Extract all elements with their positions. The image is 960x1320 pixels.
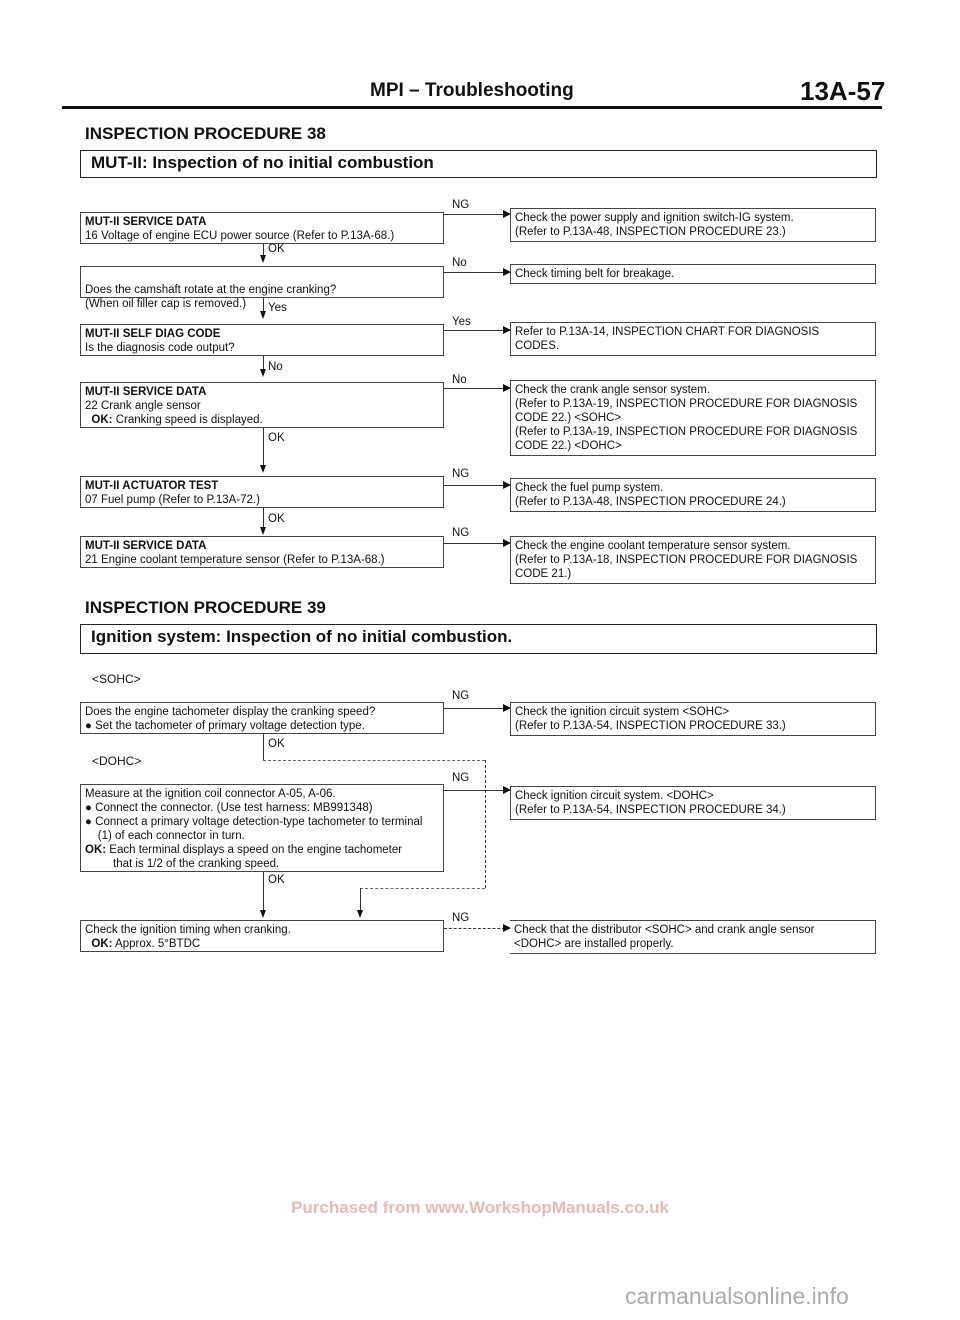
result-line: (Refer to P.13A-19, INSPECTION PROCEDURE FOR DIAGNOSIS xyxy=(515,426,858,438)
branch-label: OK xyxy=(268,738,285,750)
arrow-down-icon xyxy=(260,369,266,377)
check-step-box xyxy=(80,476,444,508)
result-box xyxy=(510,920,876,954)
result-box xyxy=(510,208,876,242)
step-heading: MUT-II SERVICE DATA xyxy=(85,216,207,228)
flow-line xyxy=(263,760,485,761)
step-line: Check the ignition timing when cranking. xyxy=(85,924,291,936)
sohc-tag: <SOHC> xyxy=(92,672,141,686)
branch-label: NG xyxy=(452,199,470,211)
branch-label: NG xyxy=(452,690,470,702)
check-step-box xyxy=(80,784,444,872)
ok-text: that is 1/2 of the cranking speed. xyxy=(113,858,280,870)
flow-line xyxy=(263,872,264,912)
arrow-right-icon xyxy=(444,543,510,544)
procedure-39-subtitle-box xyxy=(80,624,877,654)
step-text: 07 Fuel pump (Refer to P.13A-72.) xyxy=(85,494,260,506)
branch-label: No xyxy=(452,257,467,269)
branch-label: NG xyxy=(452,912,470,924)
procedure-38-subtitle-box xyxy=(80,150,877,178)
step-line: (1) of each connector in turn. xyxy=(85,830,245,842)
arrow-right-icon xyxy=(444,485,510,486)
arrow-right-icon xyxy=(444,214,510,215)
arrow-right-icon xyxy=(444,708,510,709)
ok-label: OK: xyxy=(85,844,107,856)
ok-text: Cranking speed is displayed. xyxy=(115,414,263,426)
arrow-down-icon xyxy=(260,527,266,535)
arrow-down-icon xyxy=(260,465,266,473)
step-heading: MUT-II SERVICE DATA xyxy=(85,540,207,552)
step-line: ● Set the tachometer of primary voltage detection type. xyxy=(85,720,365,732)
result-box xyxy=(510,264,876,284)
arrow-right-icon xyxy=(444,388,510,389)
branch-label: Yes xyxy=(452,316,471,328)
arrow-right-icon xyxy=(444,330,510,331)
procedure-38-subtitle: MUT-II: Inspection of no initial combustion xyxy=(91,153,434,172)
step-text: 16 Voltage of engine ECU power source (Refer to P.13A-68.) xyxy=(85,230,395,242)
check-step-box xyxy=(80,702,444,734)
step-heading: MUT-II SERVICE DATA xyxy=(85,386,207,398)
step-line: ● Connect a primary voltage detection-type tachometer to terminal xyxy=(85,816,423,828)
procedure-39-title: INSPECTION PROCEDURE 39 xyxy=(85,598,326,617)
flow-line xyxy=(263,356,264,370)
check-step-box xyxy=(80,536,444,568)
step-line: ● Connect the connector. (Use test harness: MB991348) xyxy=(85,802,373,814)
step-line: Does the engine tachometer display the cranking speed? xyxy=(85,706,376,718)
step-heading: MUT-II ACTUATOR TEST xyxy=(85,480,219,492)
ok-text: Each terminal displays a speed on the engine tachometer xyxy=(109,844,403,856)
step-text: 21 Engine coolant temperature sensor (Refer to P.13A-68.) xyxy=(85,554,385,566)
ok-label: OK: xyxy=(91,938,113,950)
arrow-right-icon xyxy=(444,790,510,791)
procedure-38-title: INSPECTION PROCEDURE 38 xyxy=(85,124,326,143)
arrow-down-icon xyxy=(260,255,266,263)
flow-line xyxy=(263,734,264,760)
footer-purchase-notice: Purchased from www.WorkshopManuals.co.uk xyxy=(291,1198,669,1217)
check-step-box xyxy=(80,212,444,244)
result-line: (Refer to P.13A-54, INSPECTION PROCEDURE 34.) xyxy=(515,804,786,816)
flow-line xyxy=(263,428,264,466)
result-line: Check timing belt for breakage. xyxy=(515,268,675,280)
branch-label: Yes xyxy=(268,302,287,314)
result-box xyxy=(510,536,876,584)
procedure-39-subtitle: Ignition system: Inspection of no initial combustion. xyxy=(91,627,513,646)
arrow-down-icon xyxy=(357,910,363,918)
result-line: (Refer to P.13A-48, INSPECTION PROCEDURE 23.) xyxy=(515,226,786,238)
result-box xyxy=(510,702,876,736)
step-line: Measure at the ignition coil connector A-05, A-06. xyxy=(85,788,336,800)
ok-text: Approx. 5°BTDC xyxy=(115,938,201,950)
step-text: Is the diagnosis code output? xyxy=(85,342,235,354)
check-step-box xyxy=(80,324,444,356)
arrow-right-icon xyxy=(444,272,510,273)
result-line: CODE 22.) <DOHC> xyxy=(515,440,622,452)
branch-label: NG xyxy=(452,468,470,480)
branch-label: NG xyxy=(452,527,470,539)
result-line: Check the fuel pump system. xyxy=(515,482,664,494)
dohc-tag: <DOHC> xyxy=(92,754,142,768)
branch-label: OK xyxy=(268,874,285,886)
result-line: (Refer to P.13A-54, INSPECTION PROCEDURE 33.) xyxy=(515,720,786,732)
flow-line xyxy=(360,888,361,912)
result-box xyxy=(510,786,876,820)
page-header-title: MPI – Troubleshooting xyxy=(370,80,574,101)
branch-label: OK xyxy=(268,513,285,525)
result-line: (Refer to P.13A-48, INSPECTION PROCEDURE 24.) xyxy=(515,496,786,508)
branch-label: No xyxy=(268,361,283,373)
result-box xyxy=(510,478,876,512)
flow-line xyxy=(263,298,264,312)
branch-label: OK xyxy=(268,432,285,444)
result-line: (Refer to P.13A-18, INSPECTION PROCEDURE FOR DIAGNOSIS xyxy=(515,554,858,566)
result-line: (Refer to P.13A-19, INSPECTION PROCEDURE FOR DIAGNOSIS xyxy=(515,398,858,410)
header-rule xyxy=(62,106,882,109)
step-heading: MUT-II SELF DIAG CODE xyxy=(85,328,221,340)
arrow-right-icon xyxy=(444,928,510,929)
arrow-down-icon xyxy=(260,311,266,319)
ok-label: OK: xyxy=(91,414,113,426)
result-line: Check the ignition circuit system <SOHC> xyxy=(515,706,730,718)
branch-label: No xyxy=(452,374,467,386)
result-line: CODE 21.) xyxy=(515,568,572,580)
result-box xyxy=(510,322,876,356)
result-line: Check that the distributor <SOHC> and crank angle sensor xyxy=(514,924,815,936)
result-line: CODE 22.) <SOHC> xyxy=(515,412,622,424)
result-line: Check the crank angle sensor system. xyxy=(515,384,710,396)
result-line: Refer to P.13A-14, INSPECTION CHART FOR DIAGNOSIS xyxy=(515,326,820,338)
flow-line xyxy=(485,760,486,888)
step-text: Does the camshaft rotate at the engine cranking? (When oil filler cap is removed.) xyxy=(85,284,337,310)
site-watermark: carmanualsonline.info xyxy=(625,1283,849,1309)
result-line: Check ignition circuit system. <DOHC> xyxy=(515,790,714,802)
check-step-box xyxy=(80,920,444,952)
result-line: <DOHC> are installed properly. xyxy=(514,938,674,950)
check-step-box xyxy=(80,382,444,428)
result-line: CODES. xyxy=(515,340,560,352)
branch-label: OK xyxy=(268,243,285,255)
result-box xyxy=(510,380,876,456)
flow-line xyxy=(263,508,264,528)
branch-label: NG xyxy=(452,772,470,784)
result-line: Check the power supply and ignition switch-IG system. xyxy=(515,212,794,224)
page-number: 13A-57 xyxy=(800,76,886,106)
result-line: Check the engine coolant temperature sensor system. xyxy=(515,540,791,552)
flow-line xyxy=(360,888,485,889)
step-text: 22 Crank angle sensor xyxy=(85,400,201,412)
arrow-down-icon xyxy=(260,910,266,918)
